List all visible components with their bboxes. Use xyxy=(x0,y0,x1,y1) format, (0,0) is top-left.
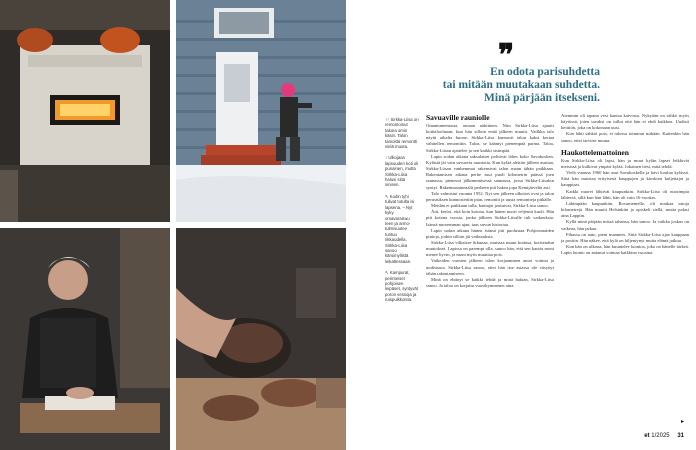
body-paragraph: Vaikeiden vuosien jälkeen talon korjaaminen antoi voimia ja uudistusta. Sirkka-Liisa sanoo, ettei hän itse asiassa ole väsynyt tähän rakentamiseen. xyxy=(426,258,554,276)
body-paragraph: Meidän ei paikkaan tulla, kantajat joutuivat, Sirkka-Liisa sanoo. xyxy=(431,203,549,209)
body-paragraph: Pihassa on auto, pieni maamies. Siitä Sirkka-Liisa ajaa kauppaan ja postiin. Hän näkee, että kylä on hiljentynyt mutta elämä jatkuu. xyxy=(561,231,689,243)
page-footer xyxy=(644,433,684,439)
caption: ↖ Kampurat, perinteiset pohjoisen leipäset, syntyvät poron vessoja ja ruispuikkoista. xyxy=(385,270,418,303)
page-number: 31 xyxy=(677,433,684,439)
photo-captions xyxy=(385,117,419,309)
body-paragraph: Vielä vuonna 1960 hän asui Savukoskella ja kävi koulua kylässä. Siitä hän muistaa erityisesti kauppojen ja kioskien kuljettajat ja kauppiaat. xyxy=(561,170,689,188)
body-paragraph: Minä on ehtinyt se kaikki tehdä ja minä haluan, Sirkka-Liisa sanoo. Ja taloa on korjattu vuosikymmenet aina. xyxy=(426,276,554,289)
body-paragraph: Sirkka-Liisa vilkaisee ikkunaa, muistaa muun kotinsa, kotiseudun muutokset. Lapissa on parempi olla, sanoo hän, että sen kautta moni menee hyvin, ja moni myös muuttaa pois. xyxy=(426,239,554,258)
body-paragraph: Lapin sodan aikana saksalaiset polttivat lähes koko Savukosken. Kylästä jäi vain savuavia raunioita. Kun kylää alettiin jälleen asuttaa, Sirkka-Liisan vanhemmat rakensivat talon maan tähän paikkaan. Rakentamisen aikana perhe asui puoli kilometrin päässä joen rannassa, pienessä jälkimmäisessä saunassa, jossa Sirkka-Liisakin syntyi. Rakennusaineaalit perheen piti hakea jopa Kemijärveltä asti. xyxy=(426,153,554,190)
caption: ↑ Ulkojaan lapsuuden koti oli punainen, mutta Sirkka-Liisa halusi siitä sinisen. xyxy=(385,155,419,188)
body-paragraph: Äiti, kertoi, että koin kotona, kun hänen nuori veljensä kuoli. Hän piti kotona vuosia, jonka jälkeen Sirkka-Liisalle tuli vaikeuksia. Isänsä nuoremman ajan, taas suvun historiaa. xyxy=(426,209,554,227)
article-column-2 xyxy=(561,113,689,256)
photo-blue-house xyxy=(176,0,346,222)
caption: ↑↑ Sirkka-Liisa on remontoinut talona omin käsin. Talon tamoitta remontti vielä muuta. xyxy=(385,117,419,150)
pull-quote-line: Minä pärjään itsekseni. xyxy=(484,92,600,104)
body-paragraph: Kaikki nuoret lähtivät kaupunkiin. Sirkka-Liisa oli nuorimpia lähteviä, sillä kun hän lähti, hän oli vain 16-vuotias. xyxy=(561,188,689,200)
body-paragraph: Kyllä minä pärjään missä tahansa, hän sanoo. Ja vaikka joskus on vaikeaa, hän jatkaa. xyxy=(561,219,689,231)
body-paragraph: Talo valmistui vuonna 1952. Nyt sen jälkeen ulkoiset ovat ja talon perustuksen kunnostettiin pian, remontti ja uusia remontteja pitkälle. xyxy=(426,190,554,202)
body-paragraph: Lapin sodan aikana hänen isänsä piti puolustaa Pohjoismaiden pintoja, joihin silloin jäi vaikutuksia. xyxy=(426,227,554,239)
body-paragraph: Kun hän on ulkona, hän kuuntelee luontoa, joka on hänelle tärkeä. Lapin luonto on antanut voimaa kaikkina vuosina. xyxy=(561,243,689,256)
pull-quote xyxy=(412,66,600,105)
section-heading: Haukottelemattoinen xyxy=(561,147,629,157)
photo-bread-hands xyxy=(176,228,346,450)
continue-arrow-icon: ▸ xyxy=(681,419,685,425)
photo-kitchen-stove xyxy=(0,0,170,222)
caption: ↖ Kodin tyhi tulivat tutulta isi lapsena. – Nyt kyky omavaraisuu teen ja armo-tulmisuutee tuntuu rikkaudella, Sirkka-Liisa sanoo kärsimyllistä leikattessaan. xyxy=(385,193,415,264)
section-heading: Savuaville rauniolle xyxy=(426,113,490,122)
body-paragraph: Aiemmin oli tapana vesi kantaa kaivosta. Nykyään on sähkö myös käytössä, joten tavaksi on tullut että hän ei ehdi kaikkea. Uudisti keittiön, joka on kokonaan uusi. xyxy=(561,113,689,131)
body-paragraph: Omantuntemasta, omaan näkitinen. Niin Sirkka-Liisa ajautti kotitaloolnaan, kun hän silloin enää jälkeen muutti. Vailkka talo näytti aikalta huone, Sirkka-Liisa kunnosti talon kaksi kertaa vähitellen remonttiin. Taloa, se kääntyi pienempää parina. Taloa, Sirkka-Liisan ajattelee ja sen kaikki sisimpää. xyxy=(426,123,554,153)
quote-mark-icon: ❞ xyxy=(498,39,515,72)
pull-quote-line: En odota parisuhdetta xyxy=(490,66,600,78)
issue-number: 1/2025 xyxy=(651,433,670,439)
body-paragraph: Lähimpään kaupunkiin, Rovaniemelle, oli matkaa satoja kilometrejä. Hän muutti Helsinkiin ja opiskeli siellä, mutta palasi aina Lappiin. xyxy=(561,200,689,219)
article-column-1 xyxy=(426,113,554,289)
body-paragraph: Kun Sirkka-Liisa oli lapsi, hän ja muut kylän lapset leikkivät metsissä ja kulkivat ympäri kylää. Jokainen tiesi, mitä tehdä. xyxy=(561,157,689,169)
photo-woman-cooking xyxy=(0,228,170,450)
pull-quote-line: tai mitään muutakaan suhdetta. xyxy=(442,79,600,91)
magazine-brand: et xyxy=(644,433,650,439)
body-paragraph: Kun lähti sähköt pois, ei talossa toiminut mikään. Kuitenkin hän sanoo, ettei tarvitse muuta. xyxy=(561,131,689,143)
